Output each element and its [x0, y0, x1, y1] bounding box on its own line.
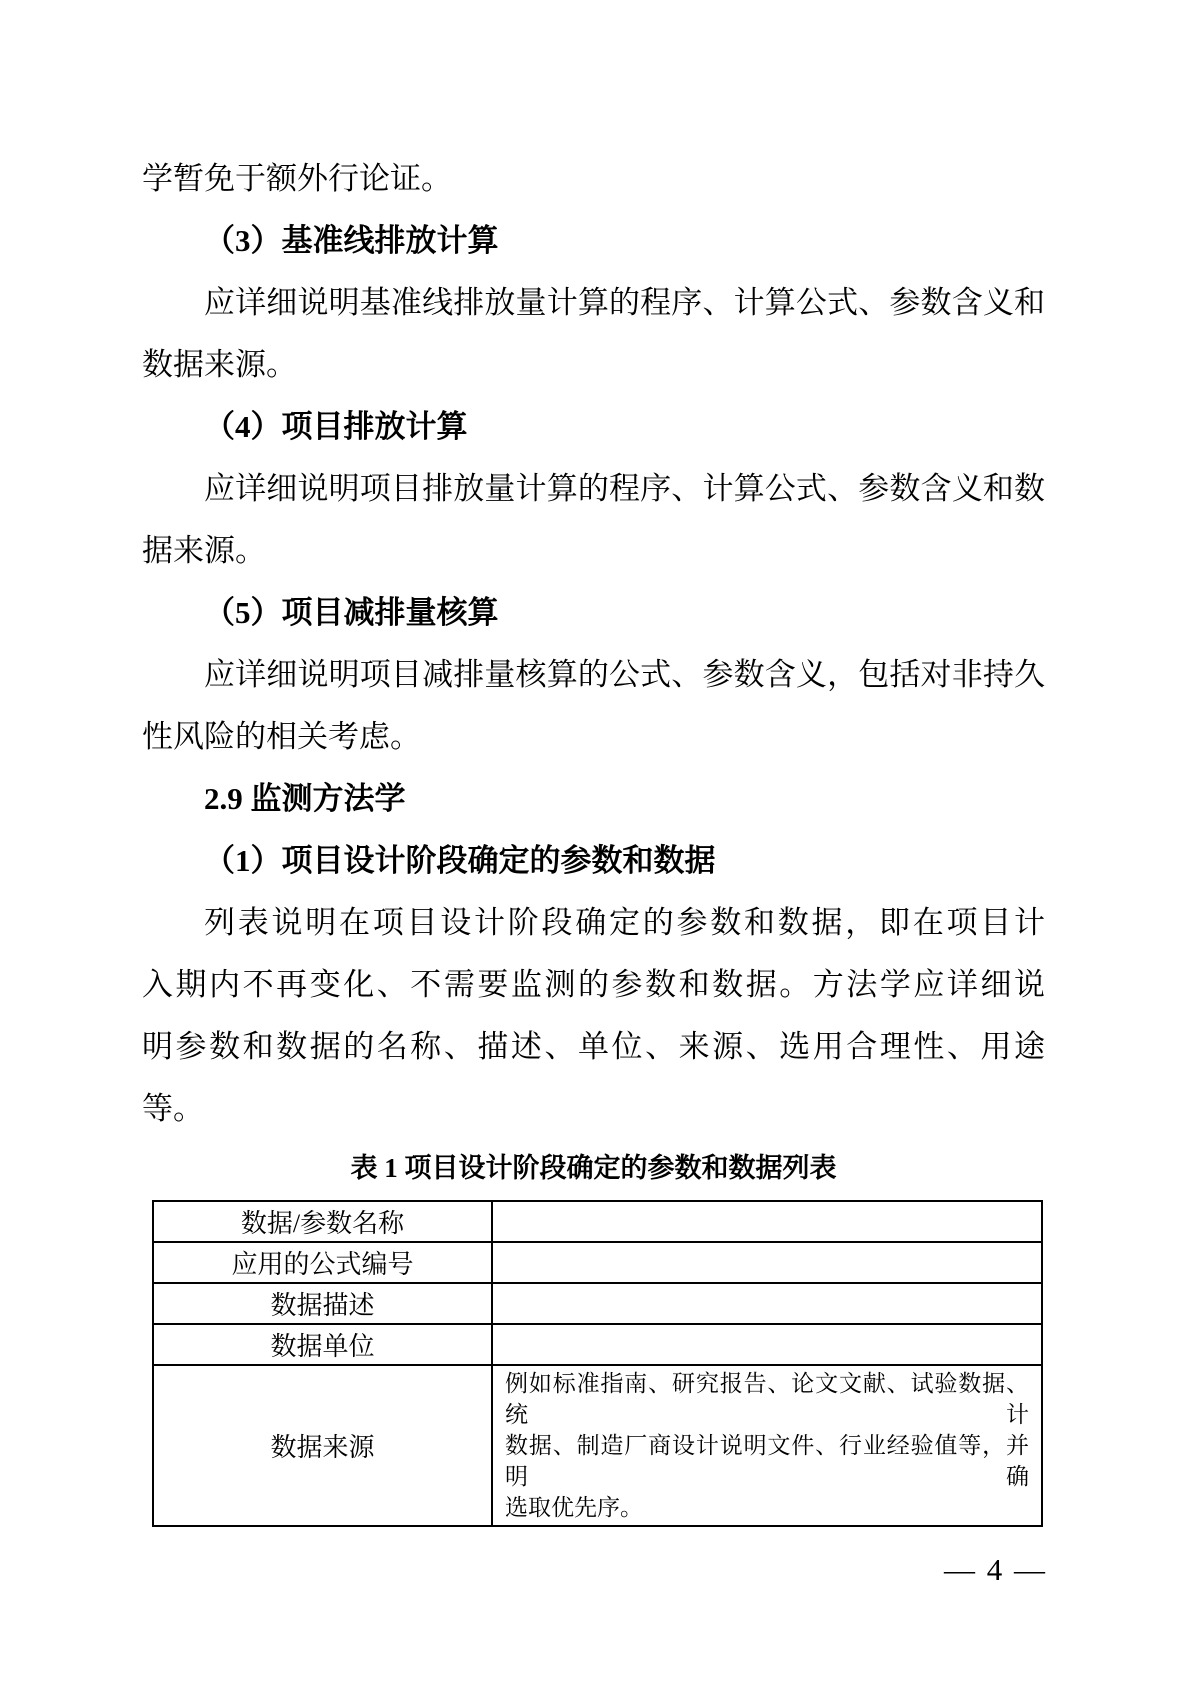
para-project-emission-line1: 应详细说明项目排放量计算的程序、计算公式、参数含义和数: [204, 471, 1045, 506]
row-value-data-unit: [492, 1324, 1042, 1365]
data-source-line1: 例如标准指南、研究报告、论文文献、试验数据、统计: [505, 1371, 1029, 1427]
row-label-data-source: 数据来源: [153, 1365, 492, 1526]
data-source-line2: 数据、制造厂商设计说明文件、行业经验值等，并明确: [505, 1433, 1029, 1489]
para-design-params-line1: 列表说明在项目设计阶段确定的参数和数据，即在项目计: [204, 905, 1045, 940]
para-baseline-emission-line2: 数据来源。: [142, 347, 297, 382]
para-design-params-line4: 等。: [142, 1091, 204, 1126]
table-row: [153, 1242, 1042, 1283]
row-label-data-description: 数据描述: [153, 1283, 492, 1324]
table-row: [153, 1324, 1042, 1365]
heading-baseline-emission-calc: （3）基准线排放计算: [204, 223, 499, 258]
para-project-reduction-line2: 性风险的相关考虑。: [142, 719, 421, 754]
row-value-data-source: [492, 1365, 1042, 1526]
row-value-formula-number: [492, 1242, 1042, 1283]
data-source-line3: 选取优先序。: [505, 1495, 643, 1520]
heading-project-emission-calc: （4）项目排放计算: [204, 409, 468, 444]
para-project-emission-line2: 据来源。: [142, 533, 266, 568]
row-label-data-param-name: 数据/参数名称: [153, 1201, 492, 1242]
design-params-table: [152, 1200, 1043, 1527]
page-content: [142, 148, 1045, 1527]
table-row: [153, 1365, 1042, 1526]
para-design-params-line2: 入期内不再变化、不需要监测的参数和数据。方法学应详细说: [142, 967, 1045, 1002]
heading-project-reduction-calc: （5）项目减排量核算: [204, 595, 499, 630]
table-caption: 表 1 项目设计阶段确定的参数和数据列表: [350, 1153, 837, 1183]
data-source-text: [493, 1366, 1041, 1525]
row-label-formula-number: 应用的公式编号: [153, 1242, 492, 1283]
para-design-params-line3: 明参数和数据的名称、描述、单位、来源、选用合理性、用途: [142, 1029, 1045, 1064]
row-value-data-description: [492, 1283, 1042, 1324]
para-baseline-emission-line1: 应详细说明基准线排放量计算的程序、计算公式、参数含义和: [204, 285, 1045, 320]
table-row: [153, 1283, 1042, 1324]
page-number: — 4 —: [944, 1552, 1047, 1587]
body-continuation-line: 学暂免于额外行论证。: [142, 161, 452, 196]
row-value-data-param-name: [492, 1201, 1042, 1242]
heading-design-phase-params: （1）项目设计阶段确定的参数和数据: [204, 843, 716, 878]
table-row: [153, 1201, 1042, 1242]
row-label-data-unit: 数据单位: [153, 1324, 492, 1365]
para-project-reduction-line1: 应详细说明项目减排量核算的公式、参数含义，包括对非持久: [204, 657, 1045, 692]
heading-monitoring-methodology: 2.9 监测方法学: [204, 781, 406, 816]
